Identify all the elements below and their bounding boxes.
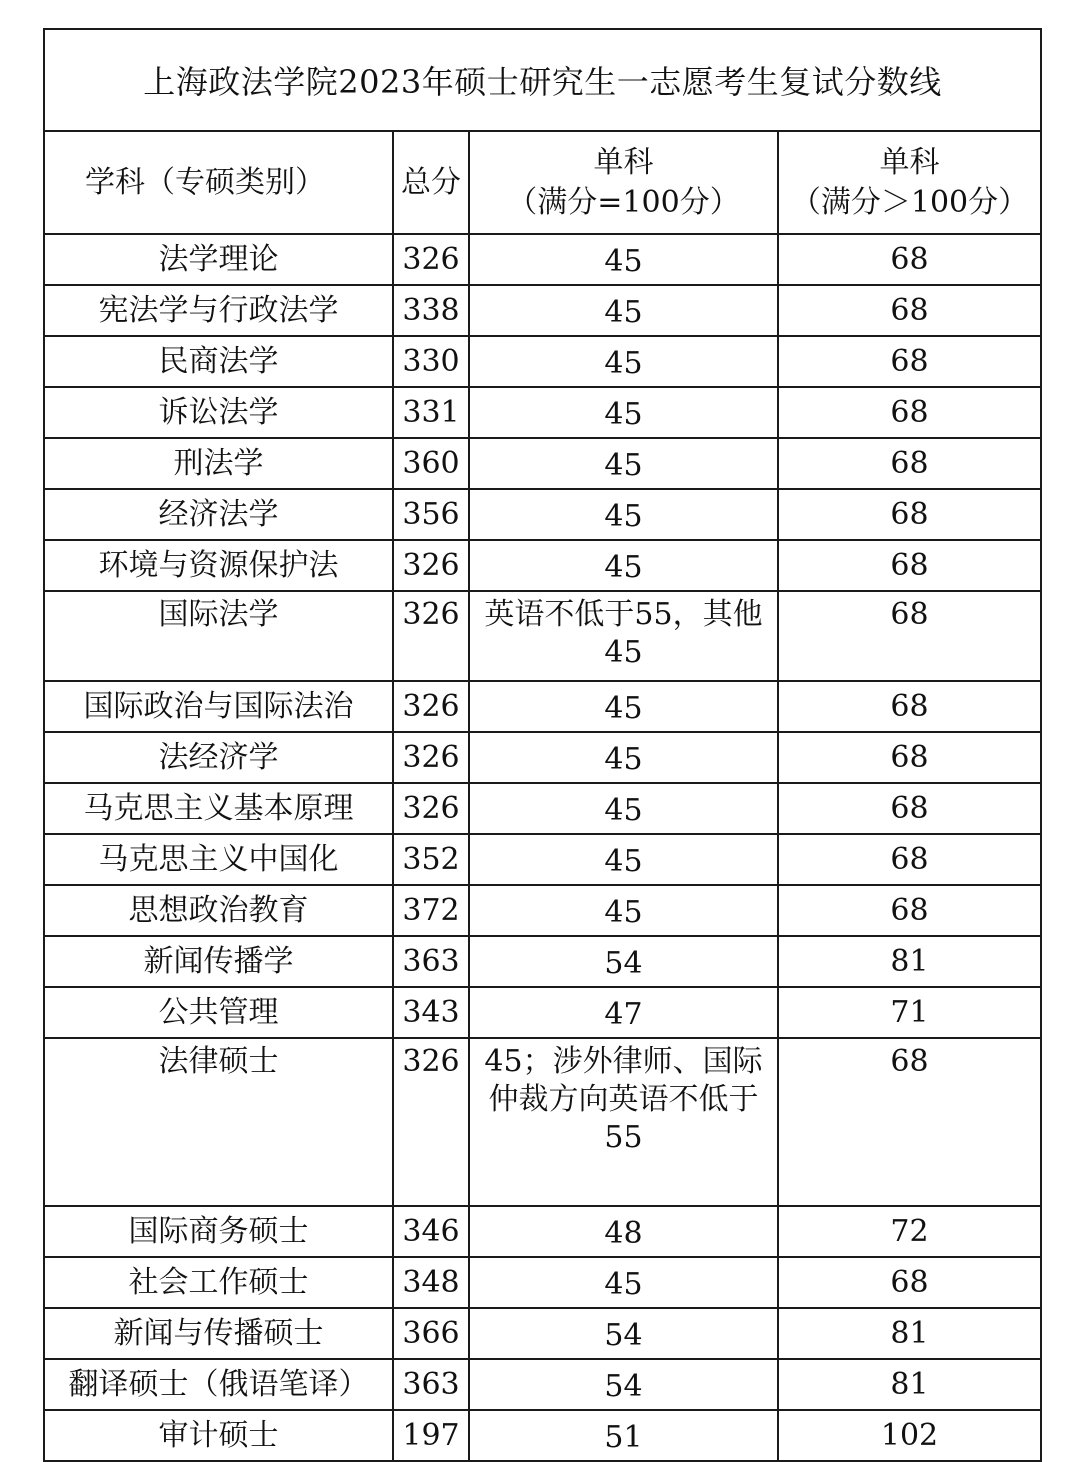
cell-subject: 新闻传播学 <box>44 936 393 987</box>
cell-single-a: 54 <box>469 936 778 987</box>
cell-subject: 国际政治与国际法治 <box>44 681 393 732</box>
table-row <box>44 1410 1041 1461</box>
cell-single-a: 45 <box>469 234 778 285</box>
cell-single-b: 68 <box>778 834 1041 885</box>
cell-total: 352 <box>393 834 469 885</box>
score-table <box>43 28 1042 1462</box>
cell-single-b: 68 <box>778 732 1041 783</box>
table-row <box>44 1359 1041 1410</box>
cell-total: 363 <box>393 936 469 987</box>
title-row <box>44 29 1041 131</box>
table-body <box>44 234 1041 1461</box>
table-row <box>44 387 1041 438</box>
cell-single-a: 51 <box>469 1410 778 1461</box>
table-row <box>44 834 1041 885</box>
table-row <box>44 540 1041 591</box>
cell-subject: 法律硕士 <box>44 1038 393 1206</box>
cell-subject: 公共管理 <box>44 987 393 1038</box>
table-row <box>44 1038 1041 1206</box>
table-row <box>44 285 1041 336</box>
cell-total: 363 <box>393 1359 469 1410</box>
cell-single-a: 英语不低于55，其他45 <box>469 591 778 681</box>
table-row <box>44 936 1041 987</box>
cell-total: 348 <box>393 1257 469 1308</box>
cell-total: 366 <box>393 1308 469 1359</box>
cell-single-a: 45 <box>469 681 778 732</box>
cell-single-b: 71 <box>778 987 1041 1038</box>
cell-single-a: 47 <box>469 987 778 1038</box>
cell-single-a: 45 <box>469 885 778 936</box>
header-total: 总分 <box>393 131 469 234</box>
cell-single-b: 81 <box>778 1308 1041 1359</box>
cell-subject: 马克思主义基本原理 <box>44 783 393 834</box>
header-single-b-line2: （满分＞100分） <box>790 184 1029 220</box>
cell-single-a: 45 <box>469 783 778 834</box>
table-title: 上海政法学院2023年硕士研究生一志愿考生复试分数线 <box>44 29 1041 131</box>
cell-single-a: 45 <box>469 732 778 783</box>
cell-total: 330 <box>393 336 469 387</box>
cell-subject: 诉讼法学 <box>44 387 393 438</box>
cell-total: 326 <box>393 540 469 591</box>
table-row <box>44 681 1041 732</box>
cell-single-b: 68 <box>778 540 1041 591</box>
cell-single-a: 45；涉外律师、国际仲裁方向英语不低于55 <box>469 1038 778 1206</box>
table-row <box>44 783 1041 834</box>
cell-single-b: 81 <box>778 936 1041 987</box>
header-single-a-line1: 单科 <box>593 144 654 180</box>
cell-total: 360 <box>393 438 469 489</box>
cell-single-b: 68 <box>778 387 1041 438</box>
header-single-a <box>469 131 778 234</box>
cell-single-b: 68 <box>778 591 1041 681</box>
cell-total: 343 <box>393 987 469 1038</box>
cell-total: 326 <box>393 591 469 681</box>
table-row <box>44 1257 1041 1308</box>
table-row <box>44 438 1041 489</box>
cell-single-b: 68 <box>778 681 1041 732</box>
score-table-sheet <box>43 28 1040 1462</box>
cell-total: 326 <box>393 234 469 285</box>
cell-single-b: 81 <box>778 1359 1041 1410</box>
cell-single-b: 68 <box>778 438 1041 489</box>
cell-subject: 国际商务硕士 <box>44 1206 393 1257</box>
table-row <box>44 591 1041 681</box>
cell-total: 372 <box>393 885 469 936</box>
cell-total: 326 <box>393 681 469 732</box>
table-row <box>44 234 1041 285</box>
cell-single-a: 45 <box>469 489 778 540</box>
cell-subject: 环境与资源保护法 <box>44 540 393 591</box>
cell-subject: 宪法学与行政法学 <box>44 285 393 336</box>
table-row <box>44 732 1041 783</box>
cell-single-b: 68 <box>778 1038 1041 1206</box>
cell-single-b: 68 <box>778 489 1041 540</box>
header-single-b-line1: 单科 <box>879 144 940 180</box>
cell-subject: 刑法学 <box>44 438 393 489</box>
cell-total: 326 <box>393 783 469 834</box>
cell-single-b: 102 <box>778 1410 1041 1461</box>
cell-single-b: 68 <box>778 336 1041 387</box>
cell-total: 346 <box>393 1206 469 1257</box>
cell-total: 331 <box>393 387 469 438</box>
cell-single-a: 45 <box>469 438 778 489</box>
cell-single-a: 45 <box>469 285 778 336</box>
cell-single-a: 45 <box>469 540 778 591</box>
header-row <box>44 131 1041 234</box>
cell-subject: 思想政治教育 <box>44 885 393 936</box>
header-single-b <box>778 131 1041 234</box>
cell-single-a: 45 <box>469 834 778 885</box>
cell-subject: 法学理论 <box>44 234 393 285</box>
cell-single-a: 45 <box>469 1257 778 1308</box>
table-row <box>44 489 1041 540</box>
cell-single-b: 68 <box>778 234 1041 285</box>
cell-subject: 经济法学 <box>44 489 393 540</box>
cell-single-a: 54 <box>469 1359 778 1410</box>
cell-total: 326 <box>393 1038 469 1206</box>
table-row <box>44 987 1041 1038</box>
table-row <box>44 885 1041 936</box>
cell-subject: 法经济学 <box>44 732 393 783</box>
cell-single-b: 68 <box>778 783 1041 834</box>
cell-subject: 新闻与传播硕士 <box>44 1308 393 1359</box>
cell-subject: 国际法学 <box>44 591 393 681</box>
cell-subject: 审计硕士 <box>44 1410 393 1461</box>
cell-single-b: 68 <box>778 885 1041 936</box>
cell-total: 326 <box>393 732 469 783</box>
table-row <box>44 1308 1041 1359</box>
header-single-a-line2: （满分=100分） <box>507 184 740 220</box>
cell-total: 197 <box>393 1410 469 1461</box>
cell-single-b: 68 <box>778 1257 1041 1308</box>
cell-total: 338 <box>393 285 469 336</box>
cell-subject: 马克思主义中国化 <box>44 834 393 885</box>
cell-subject: 翻译硕士（俄语笔译） <box>44 1359 393 1410</box>
cell-single-a: 45 <box>469 336 778 387</box>
cell-subject: 社会工作硕士 <box>44 1257 393 1308</box>
cell-single-a: 45 <box>469 387 778 438</box>
table-row <box>44 336 1041 387</box>
cell-single-b: 72 <box>778 1206 1041 1257</box>
cell-single-a: 54 <box>469 1308 778 1359</box>
cell-single-a: 48 <box>469 1206 778 1257</box>
cell-single-b: 68 <box>778 285 1041 336</box>
cell-total: 356 <box>393 489 469 540</box>
table-row <box>44 1206 1041 1257</box>
header-subject: 学科（专硕类别） <box>44 131 393 234</box>
cell-subject: 民商法学 <box>44 336 393 387</box>
